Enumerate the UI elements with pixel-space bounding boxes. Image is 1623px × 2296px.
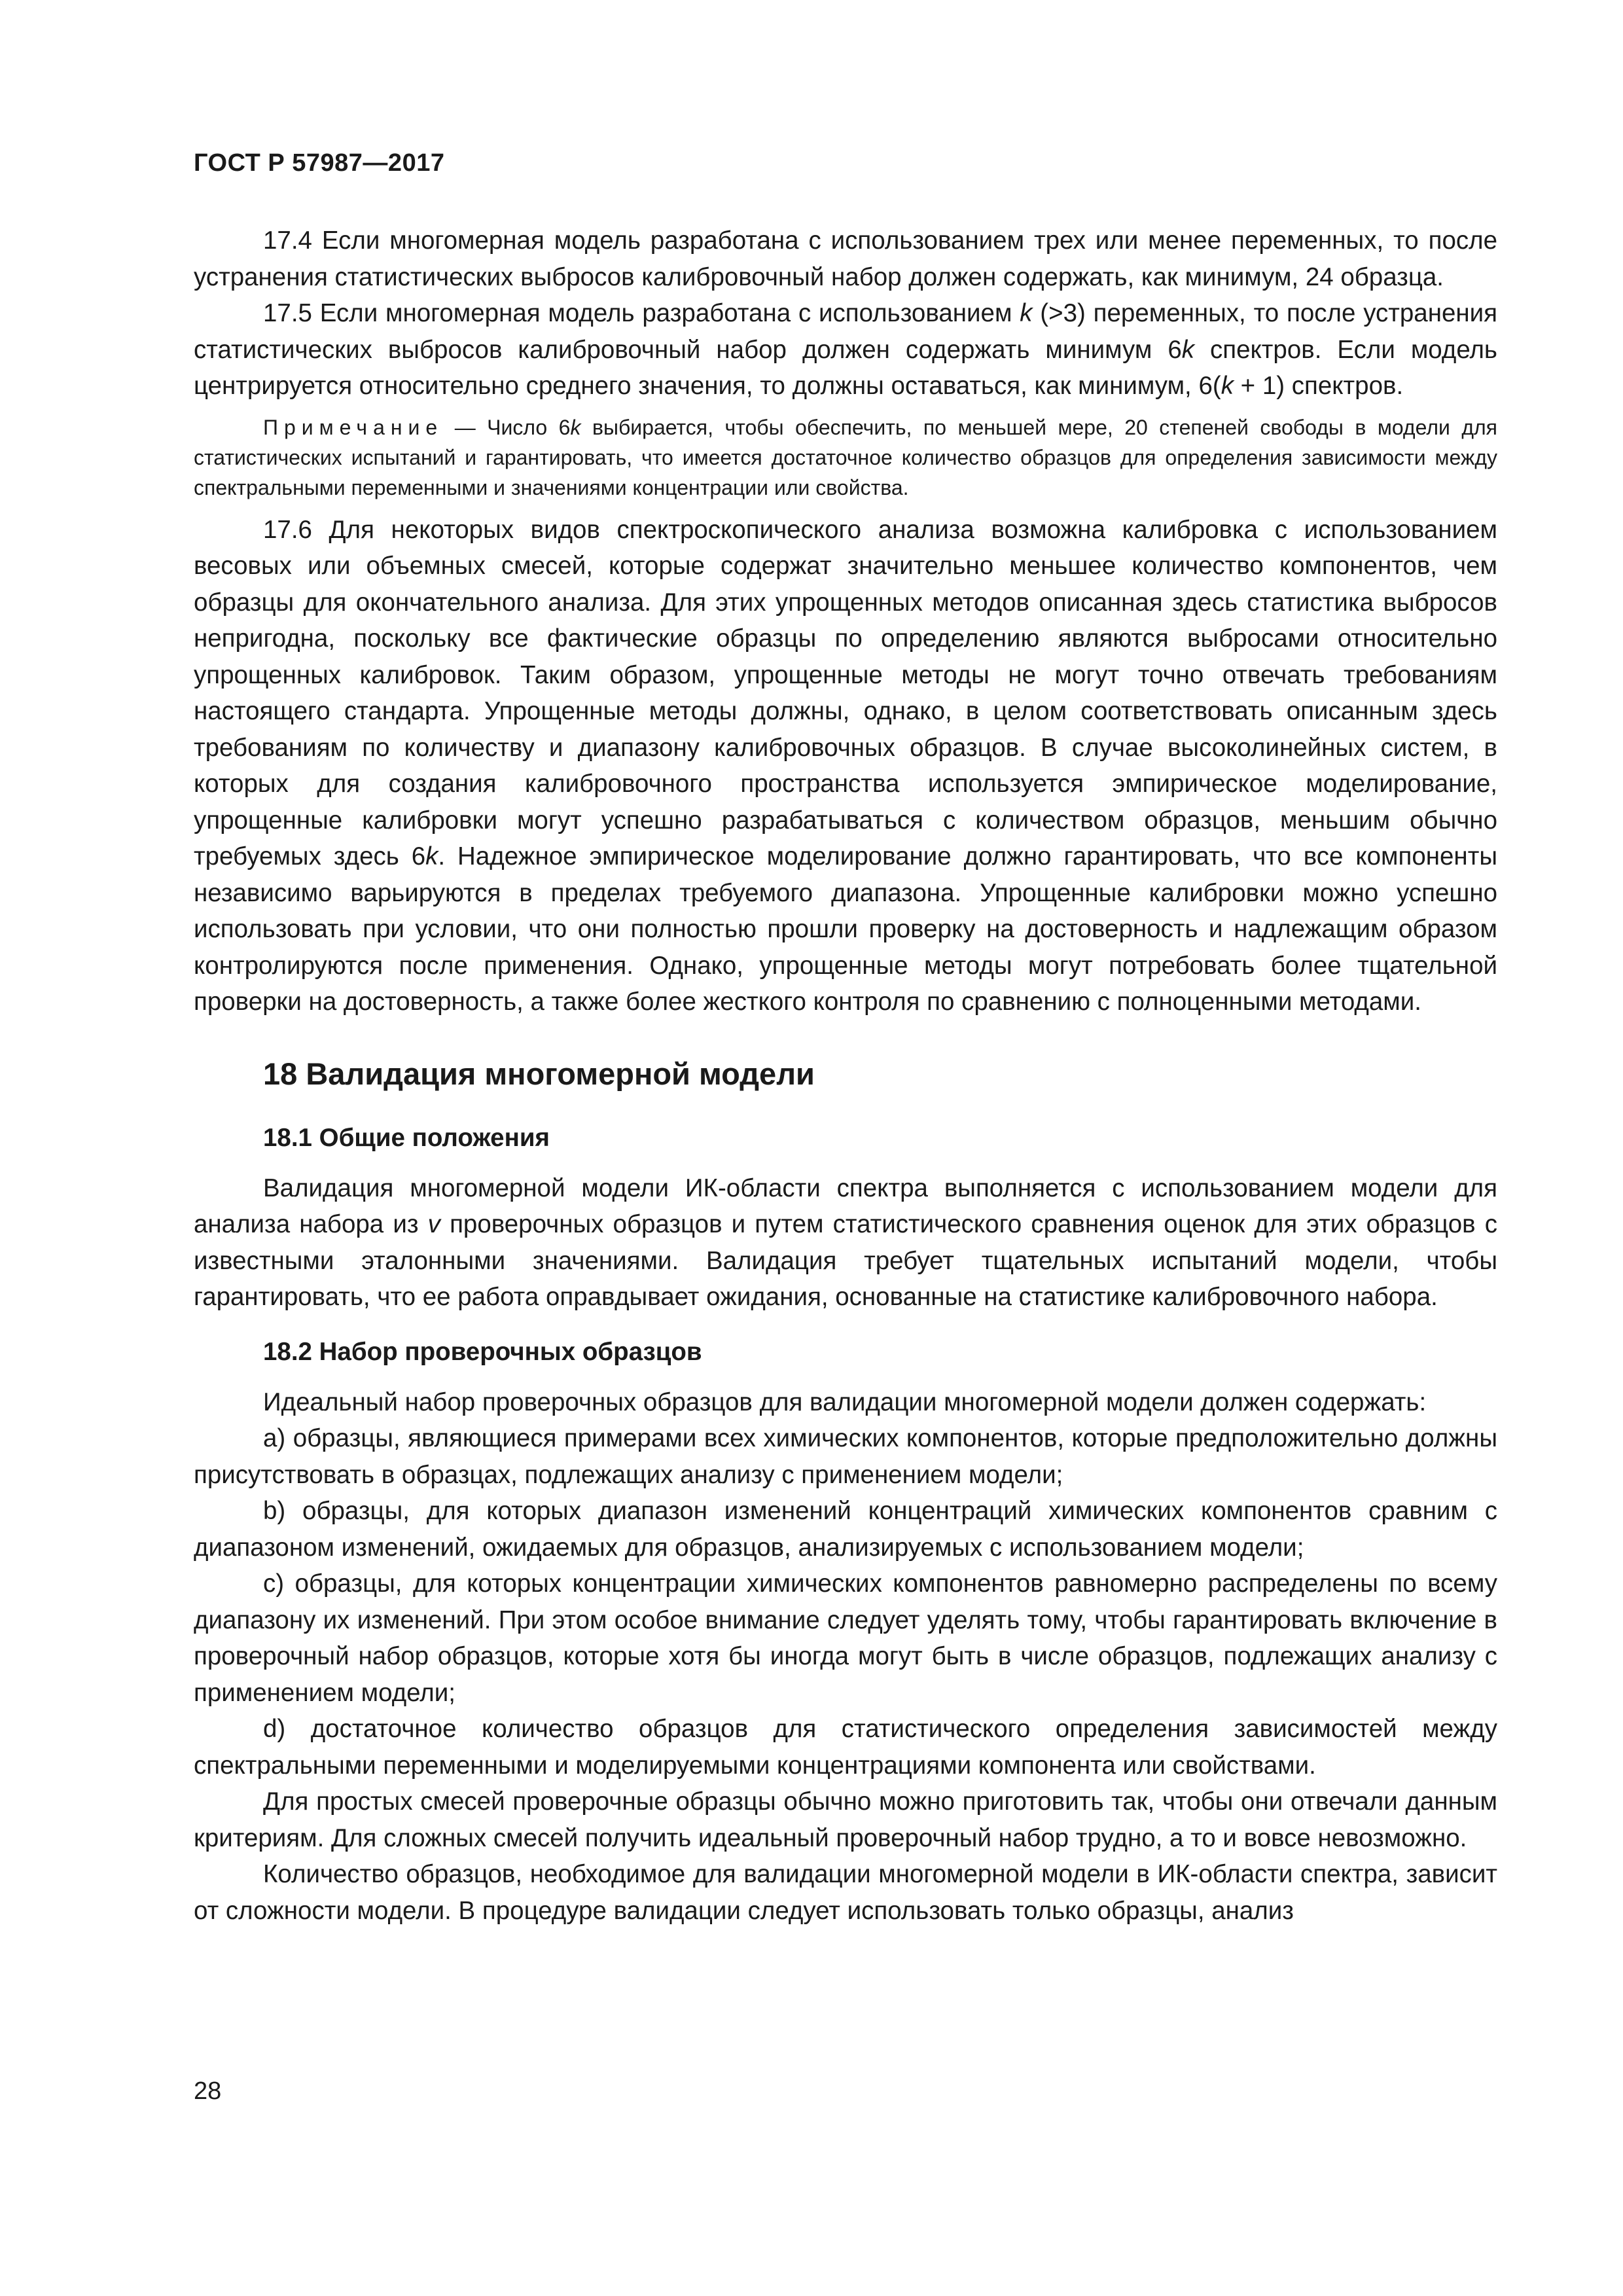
- page-number: 28: [194, 2077, 222, 2105]
- paragraph-simple-mixtures: Для простых смесей проверочные образцы обычно можно приготовить так, чтобы они отвечали данным критериям. Для сложных смесей получить идеальный проверочный набор трудно, а то и вовсе невозможно.: [194, 1787, 1497, 1852]
- paragraph-17-4: 17.4 Если многомерная модель разработана с использованием трех или менее переменных, то после устранения статистических выбросов калибровочный набор должен содержать, как минимум, 24 образца.: [194, 226, 1497, 291]
- paragraph-18-1: Валидация многомерной модели ИК-области спектра выполняется с использованием модели для анализа набора из v проверочных образцов и путем статистического сравнения оценок для этих образцов с известными эталонными значениями. Валидация требует тщательных испытаний модели, чтобы гарантировать, что ее работа оправдывает ожидания, основанные на статистике калибровочного набора.: [194, 1174, 1498, 1311]
- paragraph-17-5: 17.5 Если многомерная модель разработана с использованием k (>3) переменных, то после устранения статистических выбросов калибровочный набор должен содержать минимум 6k спектров. Если модель центрируется относительно среднего значения, то должны оставаться, как минимум, 6(k + 1) спектров.: [194, 299, 1498, 400]
- paragraph-17-6: 17.6 Для некоторых видов спектроскопического анализа возможна калибровка с использованием весовых или объемных смесей, которые содержат значительно меньшее количество компонентов, чем образцы для окончательного анализа. Для этих упрощенных методов описанная здесь статистика выбросов непригодна, поскольку все фактические образцы по определению являются выбросами относительно упрощенных калибровок. Таким образом, упрощенные методы не могут точно отвечать требованиям настоящего стандарта. Упрощенные методы должны, однако, в целом соответствовать описанным здесь требованиям по количеству и диапазону калибровочных образцов. В случае высоколинейных систем, в которых для создания калибровочного пространства используется эмпирическое моделирование, упрощенные калибровки могут успешно разрабатываться с количеством образцов, меньшим обычно требуемых здесь 6k. Надежное эмпирическое моделирование должно гарантировать, что все компоненты независимо варьируются в пределах требуемого диапазона. Упрощенные калибровки можно успешно использовать при условии, что они полностью прошли проверку на достоверность и надлежащим образом контролируются после применения. Однако, упрощенные методы могут потребовать более тщательной проверки на достоверность, а также более жесткого контроля по сравнению с полноценными методами.: [194, 515, 1497, 1016]
- paragraph-18-2-intro: Идеальный набор проверочных образцов для валидации многомерной модели должен содержать:: [263, 1388, 1427, 1416]
- note-paragraph: Примечание — Число 6k выбирается, чтобы обеспечить, по меньшей мере, 20 степеней свободы в модели для статистических испытаний и гарантировать, что имеется достаточное количество образцов для определения зависимости между спектральными переменными и значениями концентрации или свойства.: [194, 415, 1498, 499]
- subsection-heading-18-2: 18.2 Набор проверочных образцов: [263, 1337, 702, 1366]
- document-body: [194, 223, 1497, 1929]
- note-label: Примечание: [263, 415, 444, 439]
- document-header: ГОСТ Р 57987—2017: [194, 149, 445, 177]
- list-item-d: d) достаточное количество образцов для статистического определения зависимостей между спектральными переменными и моделируемыми концентрациями компонента или свойствами.: [194, 1715, 1497, 1780]
- section-heading-18: 18 Валидация многомерной модели: [263, 1056, 815, 1091]
- list-item-a: а) образцы, являющиеся примерами всех химических компонентов, которые предположительно должны присутствовать в образцах, подлежащих анализу с применением модели;: [194, 1424, 1497, 1489]
- subsection-heading-18-1: 18.1 Общие положения: [263, 1123, 550, 1152]
- list-item-c: c) образцы, для которых концентрации химических компонентов равномерно распределены по всему диапазону их изменений. При этом особое внимание следует уделять тому, чтобы гарантировать включение в проверочный набор образцов, которые хотя бы иногда могут быть в числе образцов, подлежащих анализу с применением модели;: [194, 1570, 1497, 1707]
- list-item-b: b) образцы, для которых диапазон изменений концентраций химических компонентов сравним с диапазоном изменений, ожидаемых для образцов, анализируемых с использованием модели;: [194, 1497, 1497, 1562]
- paragraph-sample-count: Количество образцов, необходимое для валидации многомерной модели в ИК-области спектра, зависит от сложности модели. В процедуре валидации следует использовать только образцы, анализ: [194, 1860, 1497, 1925]
